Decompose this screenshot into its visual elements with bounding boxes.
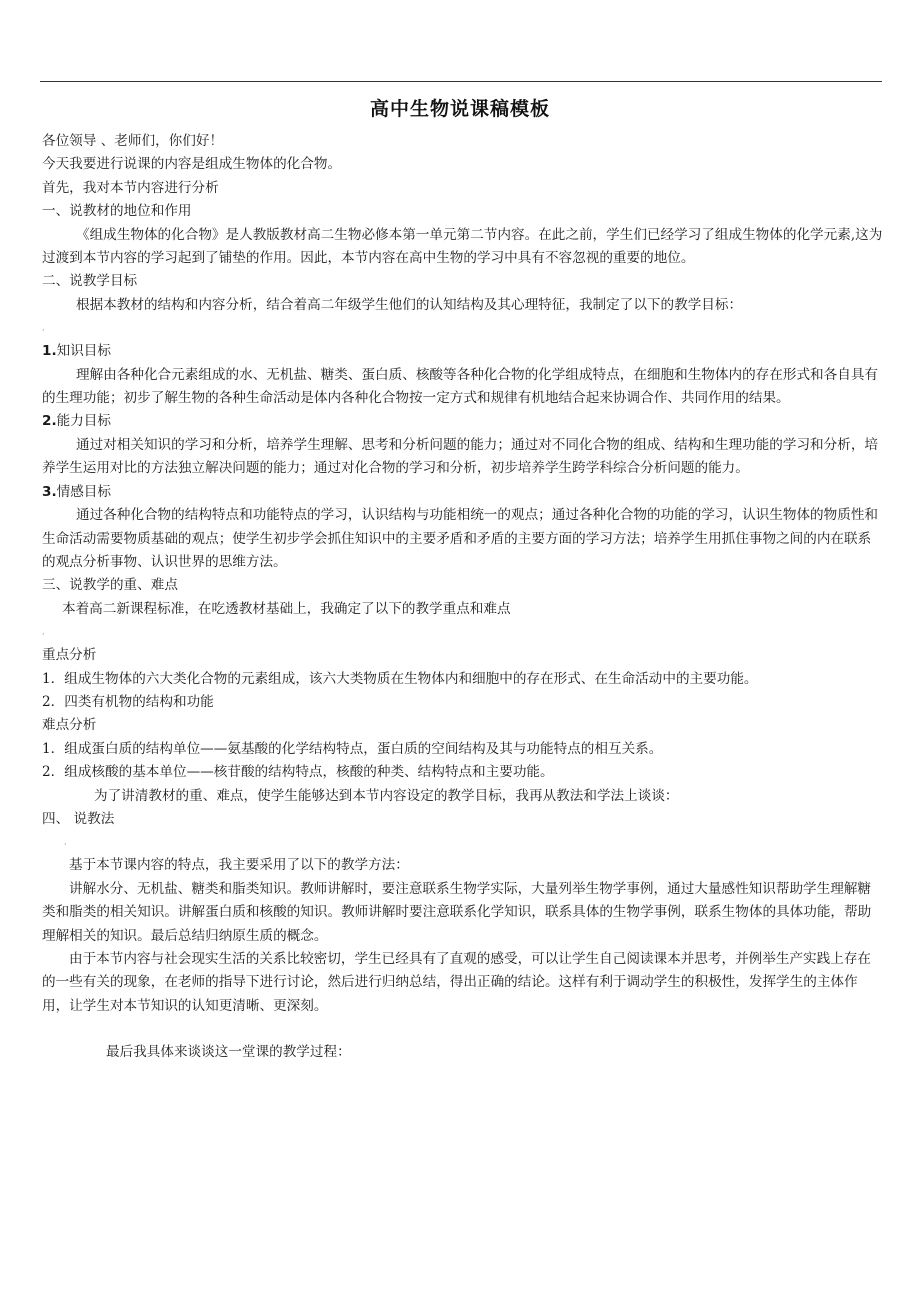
section-3-heading: 三、说教学的重、难点 [42,577,178,594]
spacer-mark: · [42,630,45,640]
document-body [42,130,884,1065]
section-4-paragraph: 讲解水分、无机盐、糖类和脂类知识。教师讲解时，要注意联系生物学实际，大量列举生物学事例，通过大量感性知识帮助学生理解糖类和脂类的相关知识。讲解蛋白质和核酸的知识。教师讲解时要注意联系化学知识，联系具体的生物学事例，联系生物体的具体功能，帮助理解相关的知识。最后总结归纳原生质的概念。 [42,880,872,944]
section-4-intro: 基于本节课内容的特点，我主要采用了以下的教学方法： [69,857,409,874]
emotion-goal-label: 情感目标 [56,483,111,500]
document-title: 高中生物说课稿模板 [369,98,550,120]
greeting: 各位领导 、老师们，你们好！ [42,133,224,149]
closing-line: 最后我具体来谈谈这一堂课的教学过程： [106,1044,351,1061]
emotion-goal-number: 3. [42,483,57,500]
section-4-heading: 四、 说教法 [42,810,115,827]
difficult-point-item: 1．组成蛋白质的结构单位——氨基酸的化学结构特点，蛋白质的空间结构及其与功能特点的相互关系。 [42,740,663,757]
key-point-item: 1．组成生物体的六大类化合物的元素组成，该六大类物质在生物体内和细胞中的存在形式、在生命活动中的主要功能。 [42,670,758,687]
intro-line: 今天我要进行说课的内容是组成生物体的化合物。 [42,156,342,173]
section-3-paragraph: 本着高二新课程标准，在吃透教材基础上，我确定了以下的教学重点和难点 [62,600,511,617]
ability-goal-paragraph: 通过对相关知识的学习和分析，培养学生理解、思考和分析问题的能力；通过对不同化合物的组成、结构和生理功能的学习和分析，培养学生运用对比的方法独立解决问题的能力；通过对化合物的学习和分析，初步培养学生跨学科综合分析问题的能力。 [42,436,879,477]
transition-paragraph: 为了讲清教材的重、难点，使学生能够达到本节内容设定的教学目标，我再从教法和学法上谈谈： [94,787,679,804]
emotion-goal-paragraph: 通过各种化合物的结构特点和功能特点的学习，认识结构与功能相统一的观点；通过各种化合物的功能的学习，认识生物体的物质性和生命活动需要物质基础的观点；使学生初步学会抓住知识中的主要矛盾和矛盾的主要方面的学习方法；培养学生用抓住事物之间的内在联系的观点分析事物、认识世界的思维方法。 [42,507,879,570]
knowledge-goal-heading [42,340,884,363]
emotion-goal-heading [42,481,884,504]
header-rule [40,81,882,82]
section-1-heading: 一、说教材的地位和作用 [42,203,192,220]
knowledge-goal-number: 1. [42,343,57,360]
section-2-paragraph: 根据本教材的结构和内容分析，结合着高二年级学生他们的认知结构及其心理特征，我制定了以下的教学目标： [76,296,743,313]
analysis-line: 首先，我对本节内容进行分析 [42,179,219,196]
section-4-paragraph: 由于本节内容与社会现实生活的关系比较密切，学生已经具有了直观的感受，可以让学生自己阅读课本并思考，并例举生产实践上存在的一些有关的现象，在老师的指导下进行讨论，然后进行归纳总结，得出正确的结论。这样有利于调动学生的积极性，发挥学生的主体作用，让学生对本节知识的认知更清晰、更深刻。 [42,951,872,1014]
knowledge-goal-label: 知识目标 [56,343,111,360]
key-points-heading: 重点分析 [42,647,97,664]
blank-line [42,1018,884,1041]
key-point-item: 2．四类有机物的结构和功能 [42,693,214,710]
spacer-mark: · [64,840,67,850]
ability-goal-number: 2. [42,413,57,430]
section-1-paragraph: 《组成生物体的化合物》是人教版教材高二生物必修本第一单元第二节内容。在此之前，学生们已经学习了组成生物体的化学元素,这为过渡到本节内容的学习起到了铺垫的作用。因此，本节内容在高中生物的学习中具有不容忽视的重要的地位。 [42,226,883,267]
knowledge-goal-paragraph: 理解由各种化合元素组成的水、无机盐、糖类、蛋白质、核酸等各种化合物的化学组成特点，在细胞和生物体内的存在形式和各自具有的生理功能；初步了解生物的各种生命活动是体内各种化合物按一定方式和规律有机地结合起来协调合作、共同作用的结果。 [42,366,879,407]
ability-goal-heading [42,410,884,433]
difficult-point-item: 2．组成核酸的基本单位——核苷酸的结构特点，核酸的种类、结构特点和主要功能。 [42,764,554,781]
spacer-mark: · [42,326,45,336]
section-2-heading: 二、说教学目标 [42,273,138,290]
ability-goal-label: 能力目标 [56,413,111,430]
difficult-points-heading: 难点分析 [42,717,97,734]
